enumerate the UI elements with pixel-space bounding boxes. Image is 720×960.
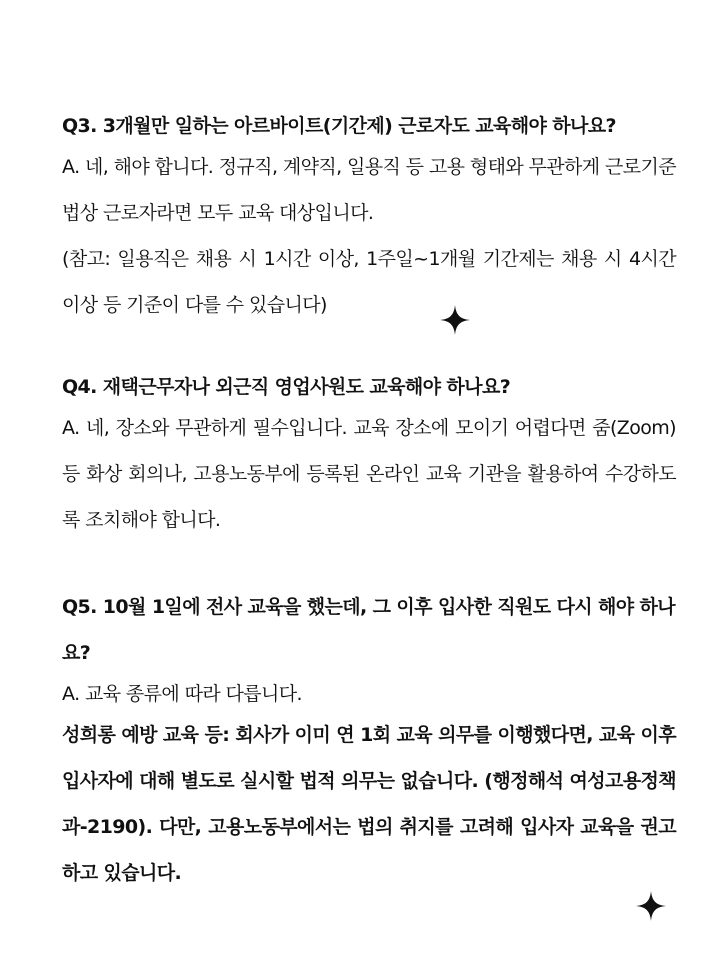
sparkle-icon	[635, 890, 667, 922]
q5-detail: 성희롱 예방 교육 등: 회사가 이미 연 1회 교육 의무를 이행했다면, 교육 이후 입사자에 대해 별도로 실시할 법적 의무는 없습니다. (행정해석 여성고용정책과-2190). 다만, 고용노동부에서는 법의 취지를 고려해 입사자 교육을 권고하고 있습니다.	[62, 724, 676, 884]
section-gap	[62, 328, 676, 369]
faq-q4	[62, 369, 676, 543]
sparkle-icon	[439, 304, 471, 336]
q4-title: Q4. 재택근무자나 외근직 영업사원도 교육해야 하나요?	[62, 376, 511, 398]
faq-content	[62, 108, 676, 896]
faq-q3	[62, 108, 676, 328]
q5-answer: A. 교육 종류에 따라 다릅니다.	[62, 683, 302, 705]
q5-title: Q5. 10월 1일에 전사 교육을 했는데, 그 이후 입사한 직원도 다시 해야 하나요?	[62, 596, 676, 664]
q3-note: (참고: 일용직은 채용 시 1시간 이상, 1주일~1개월 기간제는 채용 시 4시간 이상 등 기준이 다를 수 있습니다)	[62, 248, 676, 316]
q4-answer: A. 네, 장소와 무관하게 필수입니다. 교육 장소에 모이기 어렵다면 줌(Zoom) 등 화상 회의나, 고용노동부에 등록된 온라인 교육 기관을 활용하여 수강하도록 조치해야 합니다.	[62, 417, 676, 531]
section-gap	[62, 543, 676, 584]
q3-answer: A. 네, 해야 합니다. 정규직, 계약직, 일용직 등 고용 형태와 무관하게 근로기준법상 근로자라면 모두 교육 대상입니다.	[62, 156, 676, 224]
q3-title: Q3. 3개월만 일하는 아르바이트(기간제) 근로자도 교육해야 하나요?	[62, 115, 616, 137]
faq-q5	[62, 584, 676, 896]
